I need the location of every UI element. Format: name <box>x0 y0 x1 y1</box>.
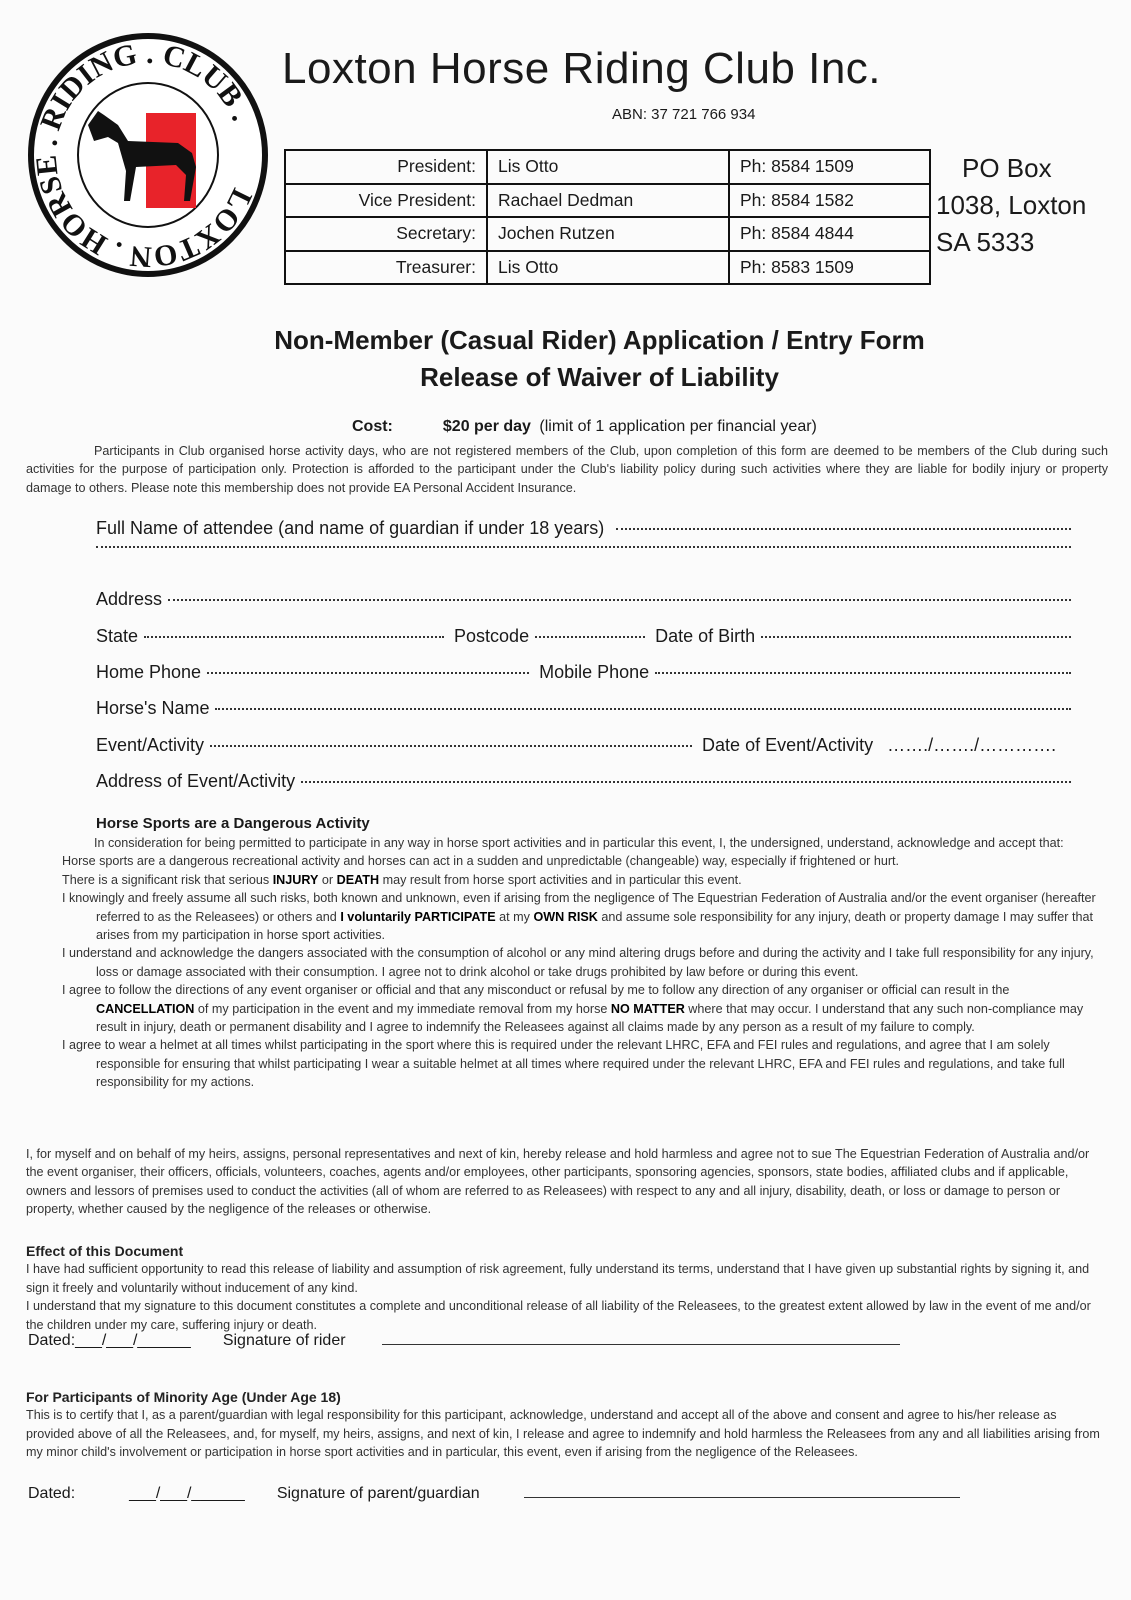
emphasis-text: NO MATTER <box>610 1001 685 1016</box>
danger-section: In consideration for being permitted to participate in any way in horse sport activities and in particular this event, I, the undersigned, understand, acknowledge and accept that: Horse sports are a dangerous recreational activity and horses can act in a sudden and unpredictable (changeable) way, especially if frightened or hurt. There is a significant risk that serious INJURY or DEATH may result from horse sport activities and in particular this event. I knowingly and freely assume all such risks, both known and unknown, even if arising from the negligence of The Equestrian Federation of Australia and/or the event organiser (hereafter referred to as the Releasees) or others and I voluntarily PARTICIPATE at my OWN RISK and assume sole responsibility for any injury, death or property damage I may suffer that arises from my participation in horse sport activities. I understand and acknowledge the dangers associated with the consumption of alcohol or any mind altering drugs before and during the activity and I take full responsibility for any injury, loss or damage associated with their consumption. I agree not to drink alcohol or take drugs prohibited by law before or during this event. I agree to follow the directions of any event organiser or official and that any misconduct or refusal by me to follow any direction of any organiser or official can result in the CANCELLATION of my participation in the event and my immediate removal from my horse NO MATTER where that may occur. I understand that any such non-compliance may result in injury, death or permanent disability and I agree to indemnify the Releasees against all claims made by any person as a result of my failure to comply. I agree to wear a helmet at all times whilst participating in the sport where this is required under the relevant LHRC, EFA and FEI rules and regulations, and agree that I am solely responsible for ensuring that whilst participating I wear a suitable helmet at all times where required under the relevant LHRC, EFA and FEI rules and regulations, and take full responsibility for my actions. <box>26 834 1108 1092</box>
rider-date-field[interactable]: ___/___/______ <box>75 1332 191 1349</box>
officer-row: Treasurer: Lis Otto Ph: 8583 1509 <box>285 251 930 285</box>
item-text: I knowingly and freely assume all such risks, both known and unknown, even if arising from the negligence of The Equestrian Federation of Australia and/or the event organiser (hereafter referred to as the Releasees) or others and <box>62 891 1096 924</box>
item-text: of my participation in the event and my immediate removal from my horse <box>194 1001 611 1016</box>
item-text: may result from horse sport activities and in particular this event. <box>379 872 742 887</box>
form-title: Non-Member (Casual Rider) Application / Entry Form <box>274 325 925 355</box>
minor-section: For Participants of Minority Age (Under Age 18) This is to certify that I, as a parent/guardian with legal responsibility for this participant, acknowledge, understand and accept all of the above and consent and agree to his/her release as provided above of all the Releasees, and, for myself, my heirs, assigns, and next of kin, I release and agree to indemnify and hold harmless the Releasees from any and all liabilities arising from my minor child's involvement or participation in horse sport activities and in particular, this event, even if arising from the negligence of the Releasees. <box>26 1389 1100 1460</box>
officer-row: Secretary: Jochen Rutzen Ph: 8584 4844 <box>285 217 930 251</box>
danger-list-item <box>26 889 1108 944</box>
state-field[interactable] <box>144 636 444 638</box>
item-text: I understand and acknowledge the dangers associated with the consumption of alcohol or any mind altering drugs before and during the activity and I take full responsibility for any injury, loss or damage associated with their consumption. I agree not to drink alcohol or take drugs prohibited by law before or during this event. <box>62 946 1094 979</box>
full-name-field-line2[interactable] <box>96 550 1071 552</box>
danger-list-item <box>26 981 1108 1036</box>
item-text: at my <box>495 909 534 924</box>
rider-signature-row: Dated: ___/___/______ Signature of rider <box>28 1332 900 1350</box>
officer-row: President: Lis Otto Ph: 8584 1509 <box>285 150 930 184</box>
home-phone-field[interactable] <box>207 672 529 674</box>
event-address-field[interactable]: Address of Event/Activity <box>96 771 1071 792</box>
club-name: Loxton Horse Riding Club Inc. <box>282 44 882 93</box>
rider-signature-line[interactable] <box>382 1344 900 1345</box>
emphasis-text: OWN RISK <box>533 909 598 924</box>
cost-line: Cost: $20 per day (limit of 1 application per financial year) <box>352 418 817 435</box>
phone-row[interactable]: Home Phone Mobile Phone <box>96 662 1071 683</box>
emphasis-text: DEATH <box>336 872 380 887</box>
item-text: There is a significant risk that serious <box>62 872 273 887</box>
item-text: or <box>318 872 337 887</box>
effect-section: Effect of this Document I have had sufficient opportunity to read this release of liability and assumption of risk agreement, fully understand its terms, understand that I have given up substantial rights by signing it, and sign it freely and voluntarily without inducement of any kind. I understand that my signature to this document constitutes a complete and unconditional release of all liability of the Releasees, to the greatest extent allowed by law in the event of me and/or the children under my care, suffering injury or death. <box>26 1243 1091 1332</box>
officer-row: Vice President: Rachael Dedman Ph: 8584 1582 <box>285 184 930 218</box>
parent-date-field[interactable]: ___/___/______ <box>129 1485 245 1502</box>
emphasis-text: I voluntarily PARTICIPATE <box>340 909 496 924</box>
item-text: I agree to wear a helmet at all times whilst participating in the sport where this is required under the relevant LHRC, EFA and FEI rules and regulations, and agree that I am solely responsible for ensuring that whilst participating I wear a suitable helmet at all times where required under the relevant LHRC, EFA and FEI rules and regulations, and take full responsibility for my actions. <box>62 1038 1065 1090</box>
officers-table <box>284 149 931 285</box>
emphasis-text: INJURY <box>272 872 319 887</box>
danger-list-item <box>26 1036 1108 1091</box>
danger-list <box>26 852 1108 1091</box>
danger-list-item <box>26 944 1108 981</box>
event-date-field[interactable]: ……./……./…………. <box>887 735 1057 755</box>
mobile-phone-field[interactable] <box>655 672 1071 674</box>
address-field[interactable]: Address <box>96 589 1071 610</box>
item-text: I agree to follow the directions of any event organiser or official and that any misconduct or refusal by me to follow any direction of any organiser or official can result in the <box>62 983 1010 998</box>
form-subtitle: Release of Waiver of Liability <box>420 362 779 392</box>
danger-list-item <box>26 871 1108 889</box>
intro-paragraph: Participants in Club organised horse activity days, who are not registered members of the Club, upon completion of this form are deemed to be members of the Club during such activities for the purpose of participation only. Protection is afforded to the participant under the Club's liability policy during such activities where they are liable for bodily injury or property damage to others. Please note this membership does not provide EA Personal Accident Insurance. <box>26 444 1108 495</box>
postal-address: PO Box 1038, Loxton SA 5333 <box>936 153 1087 257</box>
danger-heading: Horse Sports are a Dangerous Activity <box>96 815 370 832</box>
state-postcode-dob-row[interactable]: State Postcode Date of Birth <box>96 626 1071 647</box>
release-paragraph: I, for myself and on behalf of my heirs, assigns, personal representatives and next of kin, hereby release and hold harmless and agree not to sue The Equestrian Federation of Australia and/or the event organiser, their officers, officials, volunteers, coaches, agents and/or employees, other participants, sponsoring agencies, sponsors, state bodies, affiliated clubs and if applicable, owners and lessors of premises used to conduct the activities (all of whom are referred to as Releasees) with respect to any and all injury, disability, death, or loss or damage to person or property, whether caused by the negligence of the releases or otherwise. <box>26 1147 1090 1217</box>
item-text: where that may occur. I understand that any such non-compliance may result in injury, death or permanent disability and I agree to indemnify the Releasees against all claims made by any person as a result of my failure to comply. <box>96 1001 1084 1035</box>
parent-signature-row: Dated: ___/___/______ Signature of parent/guardian <box>28 1485 960 1503</box>
event-field[interactable] <box>210 745 692 747</box>
abn: ABN: 37 721 766 934 <box>612 106 756 123</box>
emphasis-text: CANCELLATION <box>96 1001 195 1016</box>
event-row[interactable]: Event/Activity Date of Event/Activity ……./……./…………. <box>96 735 1057 755</box>
dob-field[interactable] <box>761 636 1071 638</box>
logo-lettering: LOXTON . HORSE . RIDING . CLUB . <box>29 36 259 274</box>
danger-list-item <box>26 852 1108 870</box>
club-logo <box>28 33 268 278</box>
full-name-field[interactable]: Full Name of attendee (and name of guardian if under 18 years) <box>96 518 1071 539</box>
postcode-field[interactable] <box>535 636 645 638</box>
parent-signature-line[interactable] <box>524 1497 960 1498</box>
item-text: Horse sports are a dangerous recreational activity and horses can act in a sudden and unpredictable (changeable) way, especially if frightened or hurt. <box>62 854 900 869</box>
item-text: and assume sole responsibility for any injury, death or property damage I may suffer that arises from my participation in horse sport activities. <box>96 909 1093 943</box>
horse-name-field[interactable]: Horse's Name <box>96 698 1071 719</box>
